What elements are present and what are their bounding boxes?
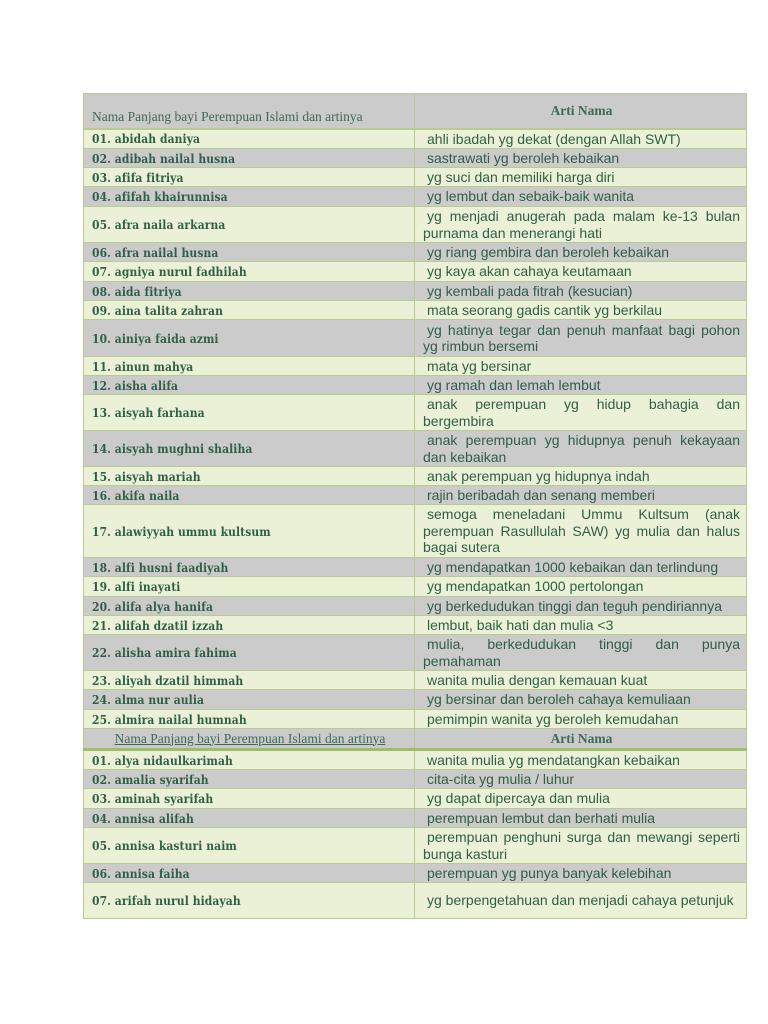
table-row bbox=[84, 750, 747, 770]
meaning-cell bbox=[415, 149, 747, 168]
name-text: 07. agniya nurul fadhilah bbox=[92, 264, 247, 279]
name-cell bbox=[84, 750, 415, 770]
table-row bbox=[84, 789, 747, 809]
meaning-cell bbox=[415, 168, 747, 187]
meaning-cell bbox=[415, 616, 747, 635]
name-cell bbox=[84, 809, 415, 828]
meaning-text: yg riang gembira dan beroleh kebaikan bbox=[427, 243, 670, 260]
name-text: 01. abidah daniya bbox=[92, 131, 201, 147]
name-text: 02. adibah nailal husna bbox=[92, 150, 236, 166]
table-row bbox=[84, 467, 747, 486]
table-row bbox=[84, 671, 747, 690]
meaning-text: ahli ibadah yg dekat (dengan Allah SWT) bbox=[427, 130, 681, 147]
name-text: 05. afra naila arkarna bbox=[92, 217, 226, 232]
name-cell bbox=[84, 357, 415, 376]
table-row bbox=[84, 690, 747, 710]
table-row bbox=[84, 129, 747, 149]
name-text: 13. aisyah farhana bbox=[92, 405, 205, 420]
table-row bbox=[84, 486, 747, 505]
table-row bbox=[84, 320, 747, 357]
table-row bbox=[84, 770, 747, 789]
table-row bbox=[84, 710, 747, 729]
name-text: 04. annisa alifah bbox=[92, 810, 194, 826]
name-cell bbox=[84, 828, 415, 864]
meaning-cell bbox=[415, 357, 747, 376]
table-row bbox=[84, 505, 747, 558]
meaning-text: yg berpengetahuan dan menjadi cahaya petunjuk bbox=[427, 892, 734, 909]
name-cell bbox=[84, 616, 415, 635]
name-cell bbox=[84, 597, 415, 616]
names-table bbox=[83, 93, 747, 919]
meaning-cell bbox=[415, 207, 747, 243]
column-header-meaning: Arti Nama bbox=[415, 94, 747, 129]
meaning-cell bbox=[415, 577, 747, 597]
name-text: 10. ainiya faida azmi bbox=[92, 330, 219, 346]
meaning-cell bbox=[415, 282, 747, 301]
name-text: 06. annisa faiha bbox=[92, 865, 190, 881]
name-cell bbox=[84, 577, 415, 597]
name-text: 03. afifa fitriya bbox=[92, 169, 184, 185]
meaning-cell bbox=[415, 262, 747, 282]
table-row bbox=[84, 149, 747, 168]
meaning-text: yg dapat dipercaya dan mulia bbox=[427, 790, 610, 807]
meaning-text: rajin beribadah dan senang memberi bbox=[427, 486, 656, 503]
names-table-body bbox=[84, 94, 747, 919]
column-header-name: Nama Panjang bayi Perempuan Islami dan artinya bbox=[84, 729, 415, 750]
table-row bbox=[84, 376, 747, 395]
meaning-text: yg suci dan memiliki harga diri bbox=[427, 168, 615, 185]
table-row bbox=[84, 301, 747, 320]
name-cell bbox=[84, 789, 415, 809]
meaning-cell bbox=[415, 635, 747, 671]
name-text: 19. alfi inayati bbox=[92, 579, 181, 594]
name-cell bbox=[84, 883, 415, 919]
table-row bbox=[84, 809, 747, 828]
table-row bbox=[84, 357, 747, 376]
meaning-text: mata yg bersinar bbox=[427, 357, 532, 374]
table-row bbox=[84, 577, 747, 597]
meaning-text: wanita mulia dengan kemauan kuat bbox=[427, 671, 648, 688]
name-cell bbox=[84, 505, 415, 558]
name-text: 22. alisha amira fahima bbox=[92, 645, 237, 660]
meaning-cell bbox=[415, 690, 747, 710]
meaning-text: yg bersinar dan beroleh cahaya kemuliaan bbox=[427, 691, 691, 708]
meaning-cell bbox=[415, 883, 747, 919]
name-text: 24. alma nur aulia bbox=[92, 692, 205, 707]
table-row bbox=[84, 616, 747, 635]
name-text: 03. aminah syarifah bbox=[92, 791, 214, 806]
name-text: 15. aisyah mariah bbox=[92, 468, 201, 484]
name-text: 07. arifah nurul hidayah bbox=[92, 893, 241, 908]
name-cell bbox=[84, 558, 415, 577]
name-cell bbox=[84, 635, 415, 671]
meaning-cell bbox=[415, 789, 747, 809]
name-text: 21. alifah dzatil izzah bbox=[92, 617, 224, 633]
meaning-text: perempuan lembut dan berhati mulia bbox=[427, 809, 656, 826]
table-row bbox=[84, 243, 747, 262]
table-row bbox=[84, 558, 747, 577]
meaning-text: mulia, berkedudukan tinggi dan punya pemahaman bbox=[423, 636, 740, 669]
name-cell bbox=[84, 376, 415, 395]
meaning-cell bbox=[415, 243, 747, 262]
meaning-text: yg hatinya tegar dan penuh manfaat bagi pohon yg rimbun bersemi bbox=[423, 321, 740, 354]
name-text: 23. aliyah dzatil himmah bbox=[92, 672, 244, 688]
meaning-text: yg mendapatkan 1000 kebaikan dan terlindung bbox=[427, 558, 719, 575]
name-cell bbox=[84, 243, 415, 262]
table-row bbox=[84, 262, 747, 282]
meaning-cell bbox=[415, 467, 747, 486]
name-text: 17. alawiyyah ummu kultsum bbox=[92, 523, 271, 539]
name-text: 01. alya nidaulkarimah bbox=[92, 752, 233, 768]
table-row bbox=[84, 187, 747, 207]
name-cell bbox=[84, 301, 415, 320]
meaning-text: sastrawati yg beroleh kebaikan bbox=[427, 149, 620, 166]
meaning-text: yg mendapatkan 1000 pertolongan bbox=[427, 578, 644, 595]
name-text: 11. ainun mahya bbox=[92, 358, 194, 374]
meaning-cell bbox=[415, 809, 747, 828]
name-cell bbox=[84, 770, 415, 789]
name-text: 25. almira nailal humnah bbox=[92, 711, 247, 727]
name-cell bbox=[84, 467, 415, 486]
name-cell bbox=[84, 690, 415, 710]
table-row bbox=[84, 282, 747, 301]
name-cell bbox=[84, 486, 415, 505]
name-cell bbox=[84, 168, 415, 187]
meaning-text: yg menjadi anugerah pada malam ke-13 bulan purnama dan menerangi hati bbox=[423, 208, 740, 241]
meaning-text: anak perempuan yg hidupnya penuh kekayaan dan kebaikan bbox=[423, 432, 740, 465]
meaning-text: anak perempuan yg hidupnya indah bbox=[427, 467, 650, 484]
name-text: 02. amalia syarifah bbox=[92, 771, 209, 787]
name-text: 09. aina talita zahran bbox=[92, 302, 224, 318]
name-text: 20. alifa alya hanifa bbox=[92, 598, 213, 614]
meaning-text: yg kaya akan cahaya keutamaan bbox=[427, 263, 632, 280]
meaning-text: yg lembut dan sebaik-baik wanita bbox=[427, 188, 635, 205]
meaning-cell bbox=[415, 505, 747, 558]
meaning-cell bbox=[415, 770, 747, 789]
meaning-cell bbox=[415, 187, 747, 207]
table-row bbox=[84, 864, 747, 883]
meaning-cell bbox=[415, 828, 747, 864]
name-cell bbox=[84, 671, 415, 690]
meaning-text: yg ramah dan lemah lembut bbox=[427, 376, 601, 393]
meaning-text: mata seorang gadis cantik yg berkilau bbox=[427, 301, 663, 318]
meaning-cell bbox=[415, 129, 747, 149]
name-cell bbox=[84, 187, 415, 207]
meaning-text: perempuan penghuni surga dan mewangi seperti bunga kasturi bbox=[423, 829, 740, 862]
name-cell bbox=[84, 262, 415, 282]
meaning-text: wanita mulia yg mendatangkan kebaikan bbox=[427, 751, 680, 768]
table-header-row bbox=[84, 94, 747, 129]
table-row bbox=[84, 431, 747, 467]
table-row bbox=[84, 635, 747, 671]
table-row bbox=[84, 168, 747, 187]
column-header-meaning: Arti Nama bbox=[415, 729, 747, 750]
meaning-text: lembut, baik hati dan mulia <3 bbox=[427, 616, 614, 633]
meaning-cell bbox=[415, 710, 747, 729]
name-text: 06. afra nailal husna bbox=[92, 244, 219, 260]
name-cell bbox=[84, 207, 415, 243]
name-cell bbox=[84, 320, 415, 357]
meaning-cell bbox=[415, 864, 747, 883]
meaning-text: semoga meneladani Ummu Kultsum (anak perempuan Rasullulah SAW) yg mulia dan halus bagai sutera bbox=[423, 506, 740, 556]
name-cell bbox=[84, 864, 415, 883]
name-text: 18. alfi husni faadiyah bbox=[92, 559, 229, 575]
meaning-cell bbox=[415, 395, 747, 431]
meaning-cell bbox=[415, 558, 747, 577]
name-text: 08. aida fitriya bbox=[92, 283, 182, 299]
name-text: 05. annisa kasturi naim bbox=[92, 838, 237, 853]
meaning-cell bbox=[415, 671, 747, 690]
name-text: 16. akifa naila bbox=[92, 487, 180, 503]
meaning-cell bbox=[415, 750, 747, 770]
meaning-cell bbox=[415, 431, 747, 467]
meaning-text: pemimpin wanita yg beroleh kemudahan bbox=[427, 710, 679, 727]
table-row bbox=[84, 883, 747, 919]
name-cell bbox=[84, 149, 415, 168]
meaning-text: yg berkedudukan tinggi dan teguh pendiriannya bbox=[427, 597, 723, 614]
meaning-text: cita-cita yg mulia / luhur bbox=[427, 770, 575, 787]
name-cell bbox=[84, 710, 415, 729]
name-cell bbox=[84, 282, 415, 301]
table-header-row bbox=[84, 729, 747, 750]
column-header-name: Nama Panjang bayi Perempuan Islami dan artinya bbox=[84, 94, 415, 129]
name-cell bbox=[84, 431, 415, 467]
table-row bbox=[84, 207, 747, 243]
table-row bbox=[84, 828, 747, 864]
meaning-cell bbox=[415, 486, 747, 505]
meaning-text: perempuan yg punya banyak kelebihan bbox=[427, 864, 672, 881]
name-text: 12. aisha alifa bbox=[92, 377, 179, 393]
meaning-text: anak perempuan yg hidup bahagia dan bergembira bbox=[423, 396, 740, 429]
meaning-text: yg kembali pada fitrah (kesucian) bbox=[427, 282, 633, 299]
name-cell bbox=[84, 129, 415, 149]
table-row bbox=[84, 597, 747, 616]
meaning-cell bbox=[415, 301, 747, 320]
name-cell bbox=[84, 395, 415, 431]
meaning-cell bbox=[415, 597, 747, 616]
name-text: 04. afifah khairunnisa bbox=[92, 189, 228, 204]
table-row bbox=[84, 395, 747, 431]
name-text: 14. aisyah mughni shaliha bbox=[92, 441, 253, 456]
meaning-cell bbox=[415, 320, 747, 357]
meaning-cell bbox=[415, 376, 747, 395]
